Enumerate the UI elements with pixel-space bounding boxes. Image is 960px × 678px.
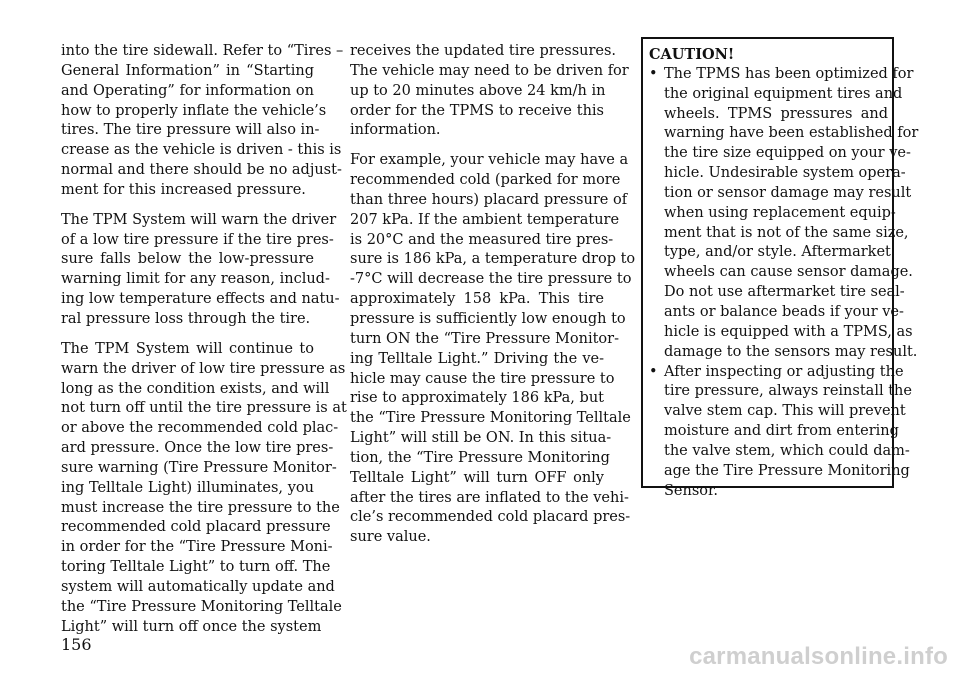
text-line: age the Tire Pressure Monitoring <box>664 462 910 479</box>
text-line: sure value. <box>350 529 431 546</box>
text-line: sure is 186 kPa, a temperature drop to <box>350 251 636 268</box>
text-line: is 20°C and the measured tire pres- <box>350 231 614 248</box>
left-column-paragraph <box>61 211 340 330</box>
text-line: in order for the “Tire Pressure Moni- <box>61 539 333 556</box>
text-column-left <box>61 42 347 647</box>
bullet-icon: • <box>649 363 658 380</box>
text-line: cle’s recommended cold placard pres- <box>350 509 631 526</box>
text-line: sure warning (Tire Pressure Monitor- <box>61 459 337 476</box>
text-line: of a low tire pressure if the tire pres- <box>61 231 334 248</box>
text-line: damage to the sensors may result. <box>664 343 918 360</box>
text-line: moisture and dirt from entering <box>664 423 899 440</box>
text-line: General Information” in “Starting <box>61 62 314 79</box>
text-line: hicle is equipped with a TPMS, as <box>664 323 913 340</box>
text-line: ral pressure loss through the tire. <box>61 310 311 327</box>
text-line: The vehicle may need to be driven for <box>350 62 629 79</box>
text-line: ing low temperature effects and natu- <box>61 291 340 308</box>
text-line: 207 kPa. If the ambient temperature <box>350 211 620 228</box>
text-line: wheels can cause sensor damage. <box>664 264 913 281</box>
bullet-icon: • <box>649 65 658 82</box>
text-line: ment that is not of the same size, <box>664 224 909 241</box>
text-line: pressure is sufficiently low enough to <box>350 310 626 327</box>
text-line: Telltale Light” will turn OFF only <box>350 469 604 486</box>
text-line: After inspecting or adjusting the <box>664 363 904 380</box>
text-line: valve stem cap. This will prevent <box>664 403 906 420</box>
text-line: order for the TPMS to receive this <box>350 102 604 119</box>
text-line: hicle. Undesirable system opera- <box>664 165 906 182</box>
text-line: than three hours) placard pressure of <box>350 191 628 208</box>
text-column-middle <box>350 42 636 558</box>
caution-box <box>641 37 919 499</box>
text-line: recommended cold (parked for more <box>350 172 621 189</box>
text-line: when using replacement equip- <box>664 204 896 221</box>
text-line: receives the updated tire pressures. <box>350 43 617 59</box>
caution-heading: CAUTION! <box>649 46 735 63</box>
page-number: 156 <box>61 635 92 654</box>
text-line: system will automatically update and <box>61 578 335 595</box>
text-line: tires. The tire pressure will also in- <box>61 122 320 139</box>
caution-bullet-item <box>649 65 919 363</box>
text-line: approximately 158 kPa. This tire <box>350 291 604 308</box>
text-line: warning have been established for <box>664 125 919 142</box>
text-line: ing Telltale Light.” Driving the ve- <box>350 350 604 367</box>
caution-list <box>649 65 919 502</box>
text-line: The TPM System will continue to <box>61 340 314 357</box>
text-line: The TPM System will warn the driver <box>61 211 337 228</box>
text-line: For example, your vehicle may have a <box>350 152 629 169</box>
text-line: sure falls below the low-pressure <box>61 251 314 268</box>
text-line: ants or balance beads if your ve- <box>664 303 904 320</box>
text-line: turn ON the “Tire Pressure Monitor- <box>350 330 619 347</box>
text-line: the “Tire Pressure Monitoring Telltale <box>350 410 631 427</box>
text-line: the valve stem, which could dam- <box>664 442 910 459</box>
text-line: ment for this increased pressure. <box>61 181 306 198</box>
text-line: not turn off until the tire pressure is at <box>61 400 347 417</box>
text-line: The TPMS has been optimized for <box>664 65 914 82</box>
text-line: rise to approximately 186 kPa, but <box>350 390 604 407</box>
text-line: or above the recommended cold plac- <box>61 420 339 437</box>
text-line: recommended cold placard pressure <box>61 519 331 536</box>
text-line: hicle may cause the tire pressure to <box>350 370 615 387</box>
text-line: normal and there should be no adjust- <box>61 162 342 179</box>
text-line: the original equipment tires and <box>664 85 903 102</box>
text-line: long as the condition exists, and will <box>61 380 330 397</box>
text-line: Sensor. <box>664 482 718 499</box>
text-line: Do not use aftermarket tire seal- <box>664 284 905 301</box>
text-line: tion or sensor damage may result <box>664 184 912 201</box>
text-line: must increase the tire pressure to the <box>61 499 340 516</box>
text-line: warn the driver of low tire pressure as <box>61 360 346 377</box>
text-line: type, and/or style. Aftermarket <box>664 244 891 261</box>
left-column-paragraph <box>61 42 344 201</box>
text-line: after the tires are inflated to the vehi- <box>350 489 629 506</box>
text-line: tire pressure, always reinstall the <box>664 383 912 400</box>
text-line: information. <box>350 122 441 139</box>
text-line: warning limit for any reason, includ- <box>61 271 330 288</box>
text-line: Light” will turn off once the system <box>61 618 322 635</box>
text-line: the tire size equipped on your ve- <box>664 145 911 162</box>
text-line: into the tire sidewall. Refer to “Tires – <box>61 43 344 59</box>
text-line: crease as the vehicle is driven - this is <box>61 142 342 159</box>
text-line: Light” will still be ON. In this situa- <box>350 430 612 447</box>
text-line: tion, the “Tire Pressure Monitoring <box>350 449 610 466</box>
text-line: wheels. TPMS pressures and <box>664 105 888 122</box>
text-line: -7°C will decrease the tire pressure to <box>350 271 632 288</box>
text-line: ing Telltale Light) illuminates, you <box>61 479 314 496</box>
caution-bullet-item <box>649 363 912 502</box>
middle-column-paragraph <box>350 42 629 141</box>
text-line: the “Tire Pressure Monitoring Telltale <box>61 598 342 615</box>
middle-column-paragraph <box>350 151 636 548</box>
left-column-paragraph <box>61 340 347 638</box>
text-line: and Operating” for information on <box>61 82 314 99</box>
text-line: how to properly inflate the vehicle’s <box>61 102 327 119</box>
watermark: carmanualsonline.info <box>689 643 948 670</box>
text-line: ard pressure. Once the low tire pres- <box>61 440 334 457</box>
text-line: toring Telltale Light” to turn off. The <box>61 559 331 576</box>
text-line: up to 20 minutes above 24 km/h in <box>350 82 606 99</box>
